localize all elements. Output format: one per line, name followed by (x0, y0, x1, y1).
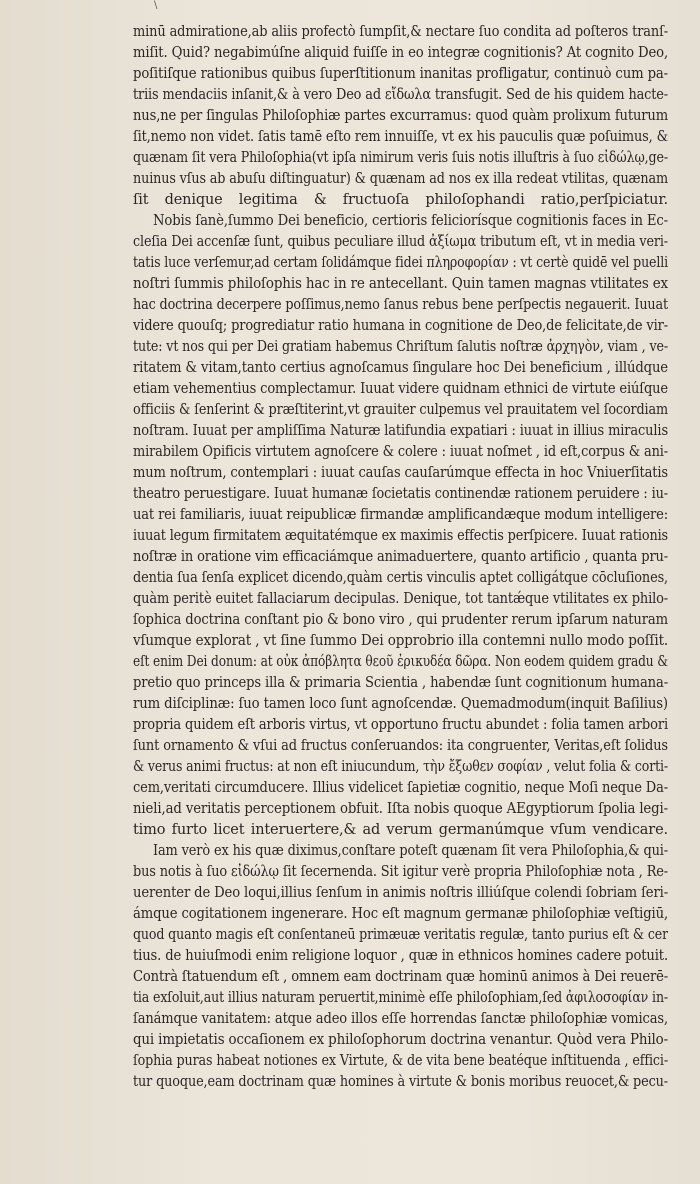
text-line: ſanámque vanitatem: atque adeo illos eſſe horrendas ſanctæ philoſophiæ vomicas, (133, 1011, 668, 1027)
text-line: eſt enim Dei donum: at οὐκ ἀπόβλητα θεοῦ ἐρικυδέα δῶρα. Non eodem quidem gradu & (133, 654, 668, 670)
text-line: tur quoque,eam doctrinam quæ homines à virtute & bonis moribus reuocet,& pecu- (133, 1074, 668, 1090)
text-line: poſitiſque rationibus quibus ſuperſtitionum inanitas profligatur, continuò cum pa- (133, 66, 668, 82)
text-line: nuinus vſus ab abuſu diſtinguatur) & quænam ad nos ex illa redeat vtilitas, quænam (133, 171, 668, 187)
text-line: noſtri ſummis philoſophis hac in re antecellant. Quin tamen magnas vtilitates ex (133, 276, 668, 292)
text-line: triis mendaciis inſanit,& à vero Deo ad εἴδωλα transfugit. Sed de his quidem hacte- (133, 87, 668, 103)
text-line: rum diſciplinæ: ſuo tamen loco ſunt agnoſcendæ. Quemadmodum(inquit Baſilius) (133, 696, 668, 712)
text-line: Nobis ſanè,ſummo Dei beneficio, certioris feliciorísque cognitionis faces in Ec- (153, 213, 668, 229)
text-line: & verus animi fructus: at non eſt iniucundum, τὴν ἔξωθεν σοφίαν , velut folia & corti- (133, 759, 668, 775)
text-line: hac doctrina decerpere poſſimus,nemo ſanus rebus bene perſpectis negauerit. Iuuat (133, 297, 668, 313)
text-line: quænam ſit vera Philoſophia(vt ipſa nimirum veris ſuis notis illuſtris à ſuo εἰδώλῳ,ge- (133, 150, 668, 166)
text-line: nieli,ad veritatis perceptionem obfuit. Iſta nobis quoque AEgyptiorum ſpolia legi- (133, 801, 668, 817)
text-line: bus notis à ſuo εἰδώλῳ ſit ſecernenda. Sit igitur verè propria Philoſophiæ nota , Re- (133, 864, 668, 880)
text-line: iuuat legum firmitatem æquitatémque ex maximis effectis perſpicere. Iuuat rationis (133, 528, 668, 544)
body-text (133, 22, 668, 1093)
text-line: tatis luce verſemur,ad certam ſolidámque fidei πληροφορίαν : vt certè quidē vel puelli (133, 255, 668, 271)
text-line: Iam verò ex his quæ diximus,conſtare poteſt quænam ſit vera Philoſophia,& qui- (153, 843, 668, 859)
text-line: ritatem & vitam,tanto certius agnoſcamus ſingulare hoc Dei beneficium , illúdque (133, 360, 668, 376)
text-line: tute: vt nos qui per Dei gratiam habemus Chriſtum ſalutis noſtræ ἀρχηγὸν, viam , ve- (133, 339, 668, 355)
text-line: Contrà ſtatuendum eſt , omnem eam doctrinam quæ hominū animos à Dei reuerē- (133, 969, 668, 985)
text-line: vſumque explorat , vt ſine ſummo Dei opprobrio illa contemni nullo modo poſſit. (133, 633, 668, 649)
text-line: dentia ſua ſenſa explicet dicendo,quàm certis vinculis aptet colligátque cōcluſiones, (133, 570, 668, 586)
text-line: miſit. Quid? negabimúſne aliquid fuiſſe in eo integræ cognitionis? At cognito Deo, (133, 45, 668, 61)
text-line: ſunt ornamento & vſui ad fructus conſeruandos: ita congruenter, Veritas,eſt ſolidus (133, 738, 668, 754)
text-line: officiis & ſenſerint & præſtiterint,vt grauiter culpemus vel prauitatem vel ſocordiam (133, 402, 668, 418)
text-line: pretio quo princeps illa & primaria Scientia , habendæ ſunt cognitionum humana- (133, 675, 668, 691)
text-line: quàm peritè euitet fallaciarum decipulas. Denique, tot tantǽque vtilitates ex philo- (133, 591, 668, 607)
text-line: cleſia Dei accenſæ ſunt, quibus peculiare illud ἀξίωμα tributum eſt, vt in media veri- (133, 234, 668, 250)
text-line: ſit,nemo non videt. ſatis tamē eſto rem innuiſſe, vt ex his pauculis quæ poſuimus, & (133, 129, 668, 145)
text-line: quod quanto magis eſt conſentaneū primæuæ veritatis regulæ, tanto purius eſt & cer (133, 927, 668, 943)
text-line: propria quidem eſt arboris virtus, vt opportuno fructu abundet : folia tamen arbori (133, 717, 668, 733)
text-line: noſtram. Iuuat per ampliſſima Naturæ latifundia expatiari : iuuat in illius miraculis (133, 423, 668, 439)
text-line: mirabilem Opificis virtutem agnoſcere & colere : iuuat noſmet , id eſt,corpus & ani- (133, 444, 668, 460)
text-line: uat rei familiaris, iuuat reipublicæ firmandæ amplificandæque modum intelligere: (133, 507, 668, 523)
text-line: theatro peruestigare. Iuuat humanæ ſocietatis continendæ rationem peruidere : iu- (133, 486, 668, 502)
text-line: nus,ne per ſingulas Philoſophiæ partes excurramus: quod quàm prolixum futurum (133, 108, 668, 124)
text-line: qui impietatis occaſionem ex philoſophorum doctrina venantur. Quòd vera Philo- (133, 1032, 668, 1048)
text-line: etiam vehementius complectamur. Iuuat videre quidnam ethnici de virtute eiúſque (133, 381, 668, 397)
text-line: cem,veritati circumducere. Illius videlicet ſapietiæ cognitio, neque Moſi neque Da- (133, 780, 668, 796)
text-line: tia exſoluit,aut illius naturam peruertit,minimè eſſe philoſophiam,ſed ἀφιλοσοφίαν in- (133, 990, 668, 1006)
page-top-mark: \ (154, 0, 158, 11)
text-line: tius. de huiuſmodi enim religione loquor , quæ in ethnicos homines cadere potuit. (133, 948, 668, 964)
text-line: ſit denique legitima & fructuoſa philoſophandi ratio,perſpiciatur. (133, 192, 668, 208)
text-line: videre quouſq; progrediatur ratio humana in cognitione de Deo,de felicitate,de vir- (133, 318, 668, 334)
text-line: uerenter de Deo loqui,illius ſenſum in animis noſtris illiúſque colendi ſobriam ſeri- (133, 885, 668, 901)
text-line: ámque cogitationem ingenerare. Hoc eſt magnum germanæ philoſophiæ veſtigiū, (133, 906, 668, 922)
text-line: timo furto licet interuertere,& ad verum germanúmque vſum vendicare. (133, 822, 668, 838)
text-line: ſophia puras habeat notiones ex Virtute, & de vita bene beatéque inſtituenda , effici- (133, 1053, 668, 1069)
text-line: minū admiratione,ab aliis profectò ſumpſit,& nectare ſuo condita ad poſteros tranſ- (133, 24, 668, 40)
text-line: noſtræ in oratione vim efficaciámque animaduertere, quanto artificio , quanta pru- (133, 549, 668, 565)
text-line: mum noſtrum, contemplari : iuuat cauſas cauſarúmque effecta in hoc Vniuerſitatis (133, 465, 668, 481)
text-line: ſophica doctrina conſtant pio & bono viro , qui prudenter rerum ipſarum naturam (133, 612, 668, 628)
